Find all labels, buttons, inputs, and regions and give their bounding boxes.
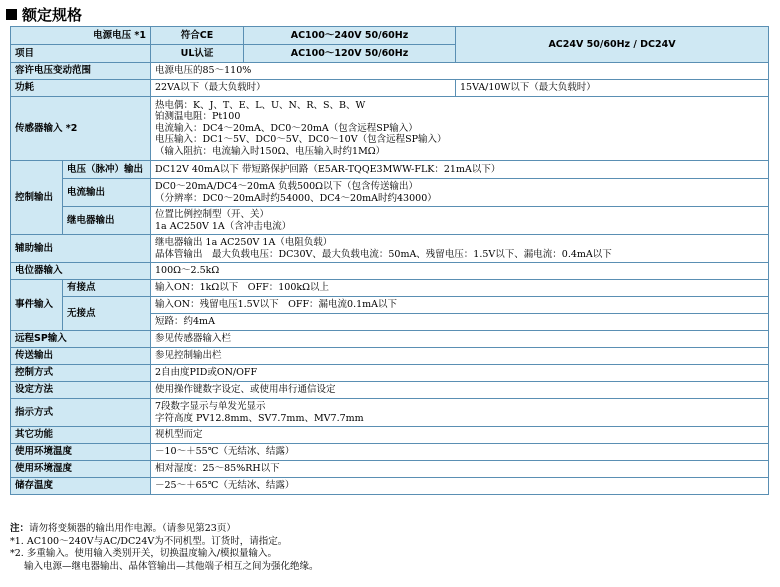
section-title-text: 额定规格: [22, 6, 83, 24]
sensor-value: [151, 97, 769, 161]
contact-label: 有接点: [63, 280, 151, 297]
current-output-value: [151, 179, 769, 207]
potentiometer-label: 电位器输入: [11, 263, 151, 280]
storage-temp-label: 储存温度: [11, 478, 151, 495]
row-ambient-humidity: [11, 461, 769, 478]
noncontact-label: 无接点: [63, 297, 151, 331]
other-functions-value: 视机型而定: [151, 427, 769, 444]
event-input-label: 事件输入: [11, 280, 63, 331]
contact-value: 输入ON：1kΩ以下 OFF：100kΩ以上: [151, 280, 769, 297]
note-3: 输入电源—继电器输出、晶体管输出—其他端子相互之间为强化绝缘。: [24, 560, 319, 572]
row-transfer-output: [11, 348, 769, 365]
display-method-value: [151, 399, 769, 427]
row-control-pulse: [11, 161, 769, 179]
aux-output-value: [151, 235, 769, 263]
setting-method-label: 设定方法: [11, 382, 151, 399]
square-bullet-icon: [6, 9, 17, 20]
ul-range: AC100～120V 50/60Hz: [244, 45, 456, 63]
current-output-line: DC0～20mA/DC4～20mA 负载500Ω以下（包含传送输出）: [155, 181, 419, 192]
row-power: [11, 80, 769, 97]
sensor-line: 铂测温电阻：Pt100: [155, 111, 241, 123]
transfer-output-value: 参见控制输出栏: [151, 348, 769, 365]
row-other-functions: [11, 427, 769, 444]
row-sensor: [11, 97, 769, 161]
aux-output-line: 继电器输出 1a AC250V 1A（电阻负载）: [155, 237, 333, 248]
row-allowed-voltage: [11, 63, 769, 80]
section-title: [6, 4, 82, 25]
row-aux-output: [11, 235, 769, 263]
setting-method-value: 使用操作键数字设定、或使用串行通信设定: [151, 382, 769, 399]
ambient-temp-value: －10～＋55℃（无结冰、结露）: [151, 444, 769, 461]
spec-table: [10, 26, 769, 495]
noncontact-value: 输入ON：残留电压1.5V以下 OFF：漏电流0.1mA以下: [151, 297, 769, 314]
current-output-line: （分辨率：DC0～20mA时约54000、DC4～20mA时约43000）: [155, 192, 437, 204]
display-method-label: 指示方式: [11, 399, 151, 427]
sensor-line: （输入阻抗：电流输入时150Ω、电压输入时约1MΩ）: [155, 145, 386, 157]
relay-output-line: 1a AC250V 1A（含冲击电流）: [155, 220, 292, 232]
aux-output-label: 辅助输出: [11, 235, 151, 263]
header-row-ce: [11, 27, 769, 45]
row-storage-temp: [11, 478, 769, 495]
control-method-label: 控制方式: [11, 365, 151, 382]
voltage-header: 电源电压 *1: [11, 27, 151, 45]
control-method-value: 2自由度PID或ON/OFF: [151, 365, 769, 382]
sensor-line: 电压输入：DC1～5V、DC0～5V、DC0～10V（包含远程SP输入）: [155, 134, 447, 146]
note-2: *2. 多重输入。使用输入类别开关，切换温度输入/模拟量输入。: [10, 548, 278, 559]
item-header: 项目: [11, 45, 151, 63]
ul-header: UL认证: [151, 45, 244, 63]
note-mark: 注：: [10, 523, 30, 534]
row-control-relay: [11, 207, 769, 235]
remote-sp-label: 远程SP输入: [11, 331, 151, 348]
sensor-label: 传感器输入 *2: [11, 97, 151, 161]
transfer-output-label: 传送输出: [11, 348, 151, 365]
note-1: *1. AC100～240V与AC/DC24V为不同机型。订货时，请指定。: [10, 535, 288, 547]
power-ac-value: 22VA以下（最大负载时）: [151, 80, 456, 97]
aux-output-line: 晶体管输出 最大负载电压：DC30V、最大负载电流：50mA、残留电压：1.5V以下、漏电流：0.4mA以下: [155, 248, 612, 260]
power-label: 功耗: [11, 80, 151, 97]
row-setting-method: [11, 382, 769, 399]
dc-range: AC24V 50/60Hz / DC24V: [456, 27, 769, 63]
remote-sp-value: 参见传感器输入栏: [151, 331, 769, 348]
relay-output-line: 位置比例控制型（开、关）: [155, 209, 270, 220]
ce-range: AC100～240V 50/60Hz: [244, 27, 456, 45]
display-method-line: 字符高度 PV12.8mm、SV7.7mm、MV7.7mm: [155, 412, 364, 424]
relay-output-label: 继电器输出: [63, 207, 151, 235]
ambient-temp-label: 使用环境温度: [11, 444, 151, 461]
ce-header: 符合CE: [151, 27, 244, 45]
row-ambient-temp: [11, 444, 769, 461]
display-method-line: 7段数字显示与单发光显示: [155, 401, 266, 412]
current-output-label: 电流输出: [63, 179, 151, 207]
footnotes: [10, 523, 319, 573]
row-display-method: [11, 399, 769, 427]
row-control-method: [11, 365, 769, 382]
sensor-line: 热电偶：K、J、T、E、L、U、N、R、S、B、W: [155, 99, 366, 111]
pulse-output-value: DC12V 40mA以下 带短路保护回路（E5AR-TQQE3MWW-FLK：21mA以下）: [151, 161, 769, 179]
control-output-label: 控制输出: [11, 161, 63, 235]
other-functions-label: 其它功能: [11, 427, 151, 444]
row-control-current: [11, 179, 769, 207]
row-event-noncontact: [11, 297, 769, 314]
row-potentiometer: [11, 263, 769, 280]
row-event-contact: [11, 280, 769, 297]
sensor-line: 电流输入：DC4～20mA、DC0～20mA（包含远程SP输入）: [155, 122, 418, 134]
note-0-text: 请勿将变频器的输出用作电源。（请参见第23页）: [29, 523, 236, 534]
allowed-voltage-label: 容许电压变动范围: [11, 63, 151, 80]
storage-temp-value: －25～＋65℃（无结冰、结露）: [151, 478, 769, 495]
power-dc-value: 15VA/10W以下（最大负载时）: [456, 80, 769, 97]
pulse-output-label: 电压（脉冲）输出: [63, 161, 151, 179]
ambient-humidity-label: 使用环境湿度: [11, 461, 151, 478]
allowed-voltage-value: 电源电压的85～110%: [151, 63, 769, 80]
note-0: [10, 523, 319, 536]
short-value: 短路：约4mA: [151, 314, 769, 331]
potentiometer-value: 100Ω～2.5kΩ: [151, 263, 769, 280]
relay-output-value: [151, 207, 769, 235]
ambient-humidity-value: 相对湿度：25～85%RH以下: [151, 461, 769, 478]
row-remote-sp: [11, 331, 769, 348]
